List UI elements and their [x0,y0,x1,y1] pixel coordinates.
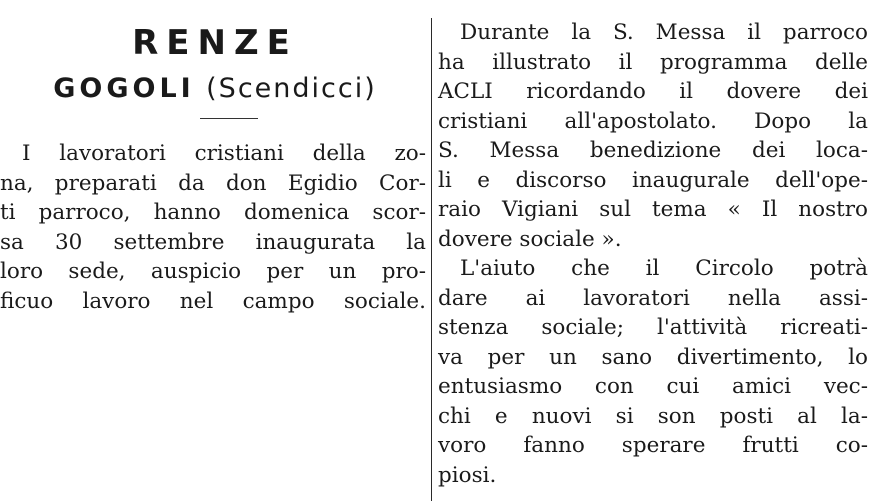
text-line: I lavoratori cristiani della zo- [22,141,426,166]
subhead-qualifier: (Scendicci) [206,73,377,104]
text-line: chi e nuovi si son posti al la- [438,403,868,429]
text-line: voro fanno sperare frutti co- [438,433,868,458]
text-line: na, preparati da don Egidio Cor- [0,170,426,196]
text-line: sa 30 settembre inaugurata la [0,229,426,255]
text-line: dare ai lavoratori nella assi- [438,285,868,311]
text-line: S. Messa benedizione dei loca- [438,138,868,163]
left-body-paragraph [0,139,426,316]
headline: RENZE [132,23,298,63]
subhead-place: GOGOLI [53,73,195,104]
text-line: raio Vigiani sul tema « Il nostro [438,197,868,222]
text-line: stenza sociale; l'attività ricreati- [438,315,868,340]
right-column [438,0,870,501]
text-line: L'aiuto che il Circolo potrà [460,256,868,281]
right-body-paragraphs [438,18,868,490]
headline-separator [200,118,258,119]
text-line: cristiani all'apostolato. Dopo la [438,108,868,134]
text-line: piosi. [438,462,497,488]
text-line: entusiasmo con cui amici vec- [438,374,868,399]
text-line: li e discorso inaugurale dell'ope- [438,167,868,193]
text-line: Durante la S. Messa il parroco [460,20,868,45]
subheadline [0,73,430,105]
column-divider [431,18,432,501]
text-line: loro sede, auspicio per un pro- [0,259,426,284]
text-line: ha illustrato il programma delle [438,49,868,75]
text-line: dovere sociale ». [438,226,622,252]
text-line: va per un sano divertimento, lo [438,344,868,370]
text-line: ficuo lavoro nel campo sociale. [0,288,426,314]
text-line: ACLI ricordando il dovere dei [438,79,868,104]
text-line: ti parroco, hanno domenica scor- [0,200,426,225]
left-column [0,0,430,501]
